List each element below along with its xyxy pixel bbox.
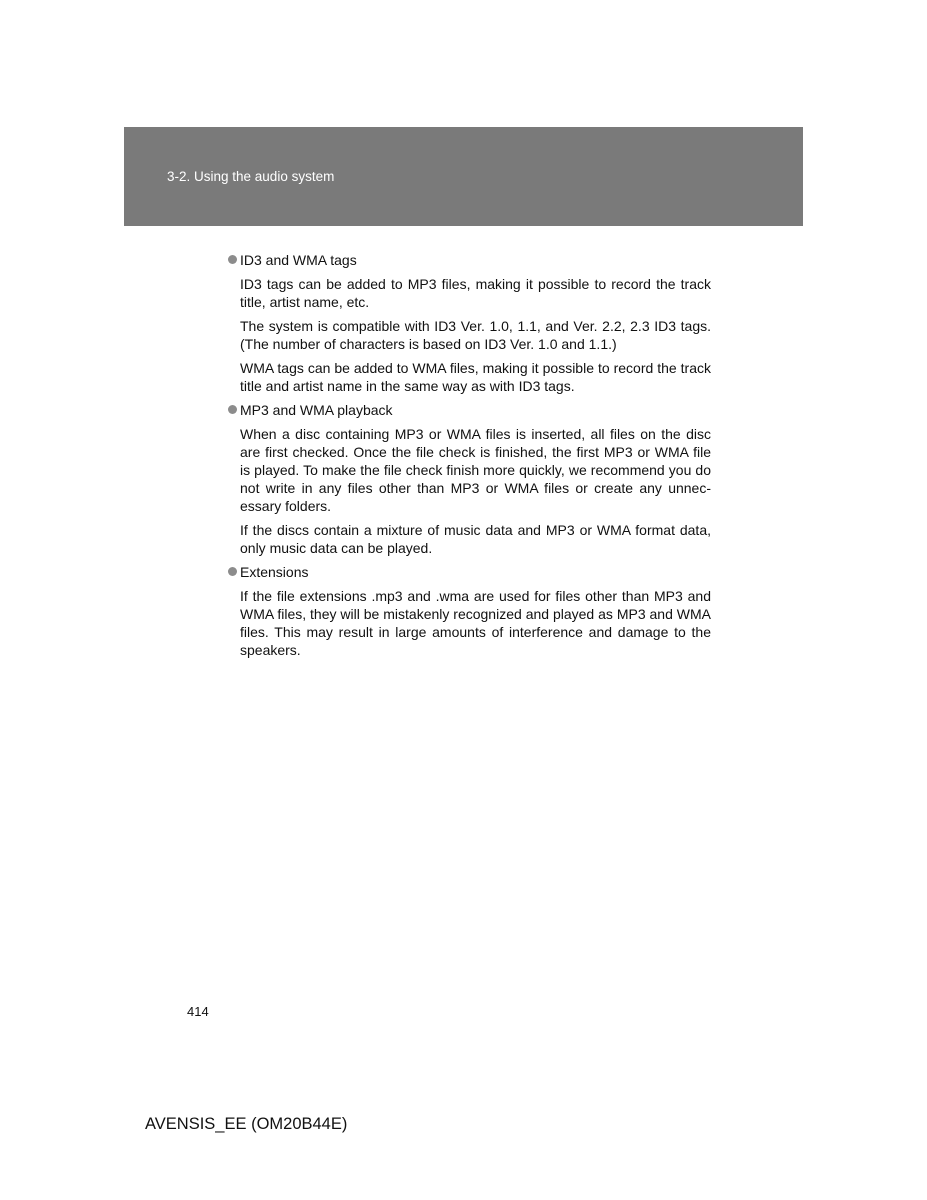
bullet-icon: [228, 405, 237, 414]
topic-heading-id3-wma-tags: [228, 251, 711, 269]
paragraph: The system is compatible with ID3 Ver. 1.0, 1.1, and Ver. 2.2, 2.3 ID3 tags. (The number of characters is based on ID3 Ver. 1.0 and 1.1.): [240, 318, 711, 352]
page-content: [228, 251, 711, 665]
topic-heading-extensions: [228, 563, 711, 581]
paragraph: If the file extensions .mp3 and .wma are used for files other than MP3 and WMA files, they will be mistakenly recognized and played as MP3 and WMA files. This may result in large amounts of interference and damage to the speakers.: [240, 588, 711, 658]
section-header-band: [124, 127, 803, 226]
paragraph: WMA tags can be added to WMA files, making it possible to record the track title and artist name in the same way as with ID3 tags.: [240, 360, 711, 394]
page-number: 414: [187, 1004, 209, 1019]
document-code: AVENSIS_EE (OM20B44E): [145, 1115, 348, 1133]
topic-heading-text: MP3 and WMA playback: [240, 402, 393, 418]
topic-heading-text: ID3 and WMA tags: [240, 252, 357, 268]
section-title: 3-2. Using the audio system: [167, 169, 335, 184]
paragraph: If the discs contain a mixture of music data and MP3 or WMA format data, only music data can be played.: [240, 522, 711, 556]
bullet-icon: [228, 255, 237, 264]
paragraph: ID3 tags can be added to MP3 files, making it possible to record the track title, artist name, etc.: [240, 276, 711, 310]
paragraph: When a disc containing MP3 or WMA files is inserted, all files on the disc are first checked. Once the file check is finished, the first MP3 or WMA file is played. To make the file check finish more quickly, we recommend you do not write in any files other than MP3 or WMA files or create any unnec-essary folders.: [240, 426, 711, 514]
topic-heading-mp3-wma-playback: [228, 401, 711, 419]
bullet-icon: [228, 567, 237, 576]
topic-heading-text: Extensions: [240, 564, 309, 580]
